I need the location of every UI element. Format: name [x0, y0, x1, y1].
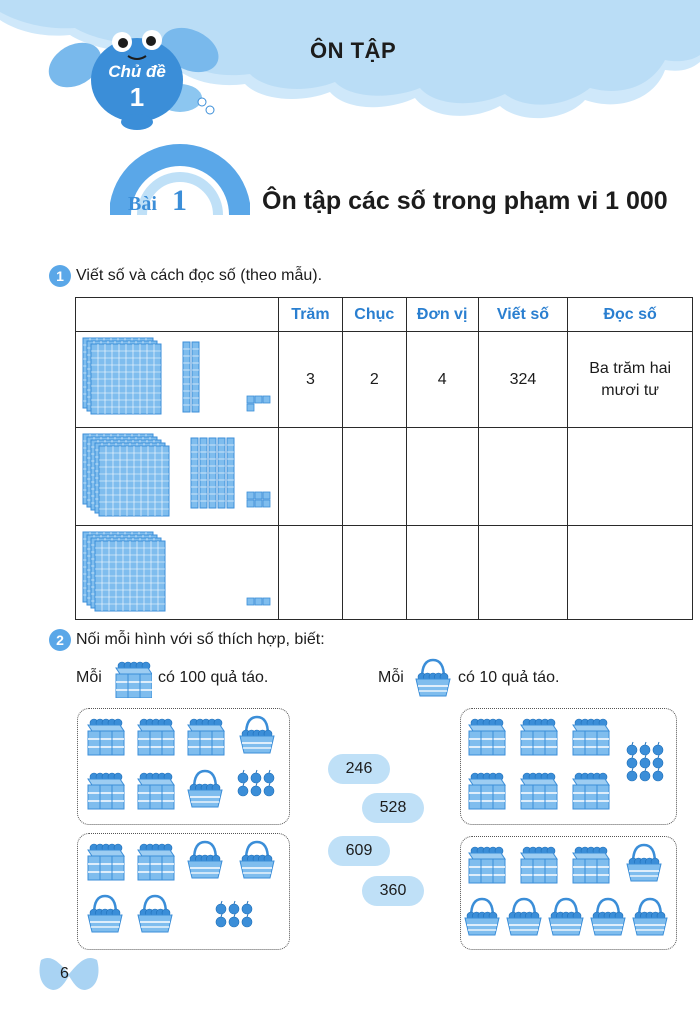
apple-icon	[640, 742, 650, 755]
apple-crate-icon	[138, 773, 174, 809]
unit-cube	[247, 396, 254, 403]
apple-icon	[264, 783, 274, 796]
apple-icon	[242, 901, 252, 914]
apple-crate-icon	[521, 847, 557, 883]
loose-apples	[627, 742, 663, 781]
apple-icon	[627, 755, 637, 768]
apple-icon	[640, 755, 650, 768]
blocks-cell	[76, 332, 279, 428]
apple-crate-icon	[88, 773, 124, 809]
panel-d-art	[461, 837, 675, 949]
apple-basket-icon	[188, 771, 222, 807]
apple-crate-icon	[116, 662, 152, 698]
loose-apples	[238, 770, 274, 796]
unit-cube	[263, 396, 270, 403]
apple-crate-icon	[469, 773, 505, 809]
apple-crate-icon	[188, 719, 224, 755]
chuc-cell[interactable]	[342, 428, 406, 526]
legend-crate-icon	[112, 656, 152, 698]
table-header-don-vi: Đơn vị	[406, 298, 478, 332]
blocks-cell	[76, 526, 279, 620]
unit-cube	[247, 404, 254, 411]
apple-icon	[653, 768, 663, 781]
hundred-block	[99, 446, 169, 516]
unit-cube	[263, 500, 270, 507]
apple-crate-icon	[138, 719, 174, 755]
hundred-block	[91, 344, 161, 414]
unit-cube	[247, 492, 254, 499]
don-vi-cell[interactable]	[406, 526, 478, 620]
loose-apples	[216, 901, 252, 927]
panel-b-art	[78, 834, 288, 948]
apple-basket-icon	[138, 896, 172, 932]
panel-c-art	[461, 709, 675, 823]
panel-a-art	[78, 709, 288, 823]
table-row	[76, 332, 693, 428]
apple-icon	[238, 783, 248, 796]
apple-crate-icon	[88, 719, 124, 755]
lesson-title: Ôn tập các số trong phạm vi 1 000	[262, 187, 668, 215]
exercise-1-number: 1	[49, 265, 71, 287]
unit-cube	[247, 598, 254, 605]
apple-icon	[238, 770, 248, 783]
apple-icon	[242, 914, 252, 927]
apple-crate-icon	[521, 719, 557, 755]
picture-panel-b[interactable]	[77, 833, 290, 950]
lesson-word: Bài	[128, 193, 157, 215]
apple-crate-icon	[88, 844, 124, 880]
viet-so-cell[interactable]: 324	[478, 332, 568, 428]
apple-crate-icon	[573, 847, 609, 883]
apple-icon	[251, 783, 261, 796]
ten-rod	[227, 438, 234, 508]
unit-cube	[247, 500, 254, 507]
apple-icon	[216, 901, 226, 914]
ten-rod	[183, 342, 190, 412]
number-pill[interactable]: 246	[328, 754, 390, 784]
table-header-chuc: Chục	[342, 298, 406, 332]
ten-rod	[209, 438, 216, 508]
apple-icon	[251, 770, 261, 783]
number-pill[interactable]: 360	[362, 876, 424, 906]
ten-rod	[191, 438, 198, 508]
apple-basket-icon	[465, 899, 499, 935]
unit-cube	[255, 500, 262, 507]
apple-basket-icon	[240, 717, 274, 753]
apple-crate-icon	[138, 844, 174, 880]
apple-basket-icon	[507, 899, 541, 935]
picture-panel-a[interactable]	[77, 708, 290, 825]
chuc-cell[interactable]: 2	[342, 332, 406, 428]
doc-so-cell[interactable]: Ba trăm hai mươi tư	[568, 332, 693, 428]
table-header-blank	[76, 298, 279, 332]
legend-basket-icon	[412, 656, 454, 698]
unit-cube	[263, 492, 270, 499]
table-header-viet-so: Viết số	[478, 298, 568, 332]
chuc-cell[interactable]	[342, 526, 406, 620]
exercise-1-instruction: Viết số và cách đọc số (theo mẫu).	[76, 267, 323, 284]
ten-rod	[200, 438, 207, 508]
doc-so-cell[interactable]	[568, 526, 693, 620]
page-number: 6	[60, 965, 69, 982]
legend-crate-prefix: Mỗi	[76, 669, 102, 686]
viet-so-cell[interactable]	[478, 428, 568, 526]
apple-icon	[640, 768, 650, 781]
topic-label: Chủ đề	[108, 62, 166, 81]
exercise-2-instruction: Nối mỗi hình với số thích hợp, biết:	[76, 631, 325, 648]
number-pill[interactable]: 528	[362, 793, 424, 823]
tram-cell[interactable]: 3	[278, 332, 342, 428]
apple-icon	[653, 742, 663, 755]
don-vi-cell[interactable]	[406, 428, 478, 526]
apple-crate-icon	[469, 847, 505, 883]
apple-basket-icon	[88, 896, 122, 932]
apple-crate-icon	[573, 773, 609, 809]
don-vi-cell[interactable]: 4	[406, 332, 478, 428]
blocks-cell	[76, 428, 279, 526]
ten-rod	[218, 438, 225, 508]
apple-crate-icon	[573, 719, 609, 755]
legend-basket-prefix: Mỗi	[378, 669, 404, 686]
picture-panel-c[interactable]	[460, 708, 677, 825]
apple-basket-icon	[240, 842, 274, 878]
apple-icon	[216, 914, 226, 927]
apple-crate-icon	[521, 773, 557, 809]
table-header-tram: Trăm	[278, 298, 342, 332]
apple-icon	[627, 742, 637, 755]
apple-basket-icon	[549, 899, 583, 935]
unit-cube	[255, 492, 262, 499]
unit-cube	[263, 598, 270, 605]
page-number-badge	[37, 952, 101, 996]
apple-icon	[229, 914, 239, 927]
legend-crate-suffix: có 100 quả táo.	[158, 669, 269, 686]
ten-rod	[192, 342, 199, 412]
page-title: ÔN TẬP	[310, 38, 397, 63]
apple-basket-icon	[633, 899, 667, 935]
table-header-doc-so: Đọc số	[568, 298, 693, 332]
topic-number: 1	[129, 82, 145, 112]
apple-basket-icon	[188, 842, 222, 878]
viet-so-cell[interactable]	[478, 526, 568, 620]
tram-cell[interactable]	[278, 428, 342, 526]
apple-crate-icon	[469, 719, 505, 755]
apple-basket-icon	[591, 899, 625, 935]
exercise-2-number: 2	[49, 629, 71, 651]
apple-icon	[653, 755, 663, 768]
legend-basket-suffix: có 10 quả táo.	[458, 669, 560, 686]
doc-so-cell[interactable]	[568, 428, 693, 526]
apple-icon	[264, 770, 274, 783]
apple-icon	[229, 901, 239, 914]
apple-basket-icon	[416, 660, 450, 696]
apple-basket-icon	[627, 845, 661, 881]
number-pill[interactable]: 609	[328, 836, 390, 866]
unit-cube	[255, 598, 262, 605]
hundred-block	[95, 541, 165, 611]
table-row	[76, 526, 693, 620]
apple-icon	[627, 768, 637, 781]
place-value-table	[75, 297, 693, 620]
unit-cube	[255, 396, 262, 403]
tram-cell[interactable]	[278, 526, 342, 620]
picture-panel-d[interactable]	[460, 836, 677, 950]
lesson-number: 1	[172, 184, 187, 217]
table-row	[76, 428, 693, 526]
